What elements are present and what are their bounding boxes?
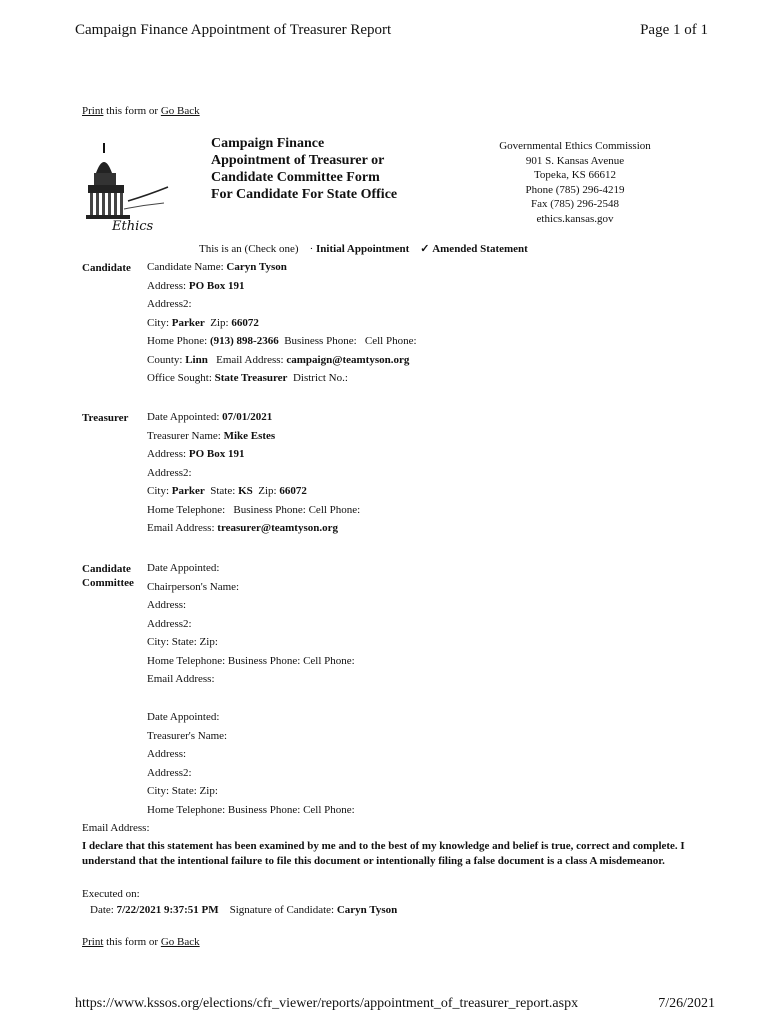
candidate-name-row: Candidate Name: Caryn Tyson (147, 261, 287, 273)
treasurer-section (147, 408, 360, 538)
candidate-address-row: Address: PO Box 191 (147, 279, 245, 292)
committee-treasurer-city-row: City: State: Zip: (147, 785, 218, 797)
page-number: Page 1 of 1 (640, 22, 708, 38)
seal-text: Ethics (112, 219, 154, 233)
committee-phone-row: Home Telephone: Business Phone: Cell Phone: (147, 654, 355, 667)
treasurer-name-row: Treasurer Name: Mike Estes (147, 429, 276, 442)
executed-row: Date: 7/22/2021 9:37:51 PM Signature of Candidate: Caryn Tyson (90, 904, 398, 916)
candidate-section (147, 258, 417, 388)
executed-label: Executed on: (82, 888, 140, 900)
treasurer-section-label: Treasurer (82, 412, 129, 424)
committee-treasurer-section (147, 708, 355, 819)
treasurer-email-row: Email Address: treasurer@teamtyson.org (147, 522, 338, 534)
committee-email-row: Email Address: (147, 673, 215, 685)
committee-section (147, 559, 355, 689)
candidate-office-row: Office Sought: State Treasurer District No.: (147, 372, 348, 384)
committee-address2-row: Address2: (147, 617, 192, 630)
print-link-bottom[interactable]: Print (82, 936, 104, 948)
committee-treasurer-address2-row: Address2: (147, 766, 192, 779)
nav-text: this form or (106, 105, 159, 117)
email-address-label: Email Address: (82, 822, 150, 834)
go-back-link[interactable]: Go Back (160, 105, 200, 117)
committee-treasurer-name-row: Treasurer's Name: (147, 729, 228, 742)
candidate-address2-row: Address2: (147, 298, 192, 310)
committee-treasurer-address-row: Address: (147, 748, 187, 760)
bullet-icon: · (309, 243, 314, 255)
committee-treasurer-phone-row: Home Telephone: Business Phone: Cell Phone: (147, 803, 355, 816)
treasurer-address-row: Address: PO Box 191 (147, 448, 245, 460)
treasurer-address2-row: Address2: (147, 466, 192, 479)
candidate-city-row: City: Parker Zip: 66072 (147, 316, 259, 329)
form-title: Campaign Finance Appointment of Treasurer or Candidate Committee Form For Candidate For State Office (211, 136, 398, 202)
initial-appointment-option: Initial Appointment (316, 243, 410, 255)
bottom-nav (82, 936, 200, 948)
committee-city-row: City: State: Zip: (147, 636, 218, 648)
committee-treasurer-date-row: Date Appointed: (147, 711, 220, 723)
agency-address: Governmental Ethics Commission 901 S. Kansas Avenue Topeka, KS 66612 Phone (785) 296-4219 Fax (785) 296-2548 ethics.kansas.gov (499, 140, 651, 225)
treasurer-city-row: City: Parker State: KS Zip: 66072 (147, 485, 307, 497)
treasurer-date-row: Date Appointed: 07/01/2021 (147, 411, 273, 423)
candidate-section-label: Candidate (82, 262, 131, 274)
footer-url: https://www.kssos.org/elections/cfr_viewer/reports/appointment_of_treasurer_report.aspx (75, 996, 579, 1011)
print-link[interactable]: Print (82, 105, 104, 117)
declaration-text: I declare that this statement has been examined by me and to the best of my knowledge and belief is true, correct and complete. I understand that the intentional failure to file this document or intentionally filing a false document is a class A misdemeanor. (82, 840, 685, 867)
checkmark-icon: ✓ (420, 243, 430, 255)
committee-date-row: Date Appointed: (147, 562, 220, 574)
treasurer-phone-row: Home Telephone: Business Phone: Cell Phone: (147, 503, 361, 516)
candidate-county-row: County: Linn Email Address: campaign@teamtyson.org (147, 353, 410, 366)
amended-statement-option: Amended Statement (432, 243, 528, 255)
top-nav (82, 105, 200, 117)
committee-chair-row: Chairperson's Name: (147, 580, 240, 593)
header-title: Campaign Finance Appointment of Treasurer Report (75, 22, 392, 38)
footer-date: 7/26/2021 (658, 996, 715, 1011)
candidate-phone-row: Home Phone: (913) 898-2366 Business Phone: Cell Phone: (147, 335, 417, 347)
committee-address-row: Address: (147, 599, 187, 611)
commission-seal-icon (84, 143, 172, 233)
statement-type: This is an (Check one) · Initial Appointment ✓ Amended Statement (199, 243, 528, 255)
nav-text-bottom: this form or (106, 936, 159, 948)
go-back-link-bottom[interactable]: Go Back (160, 936, 200, 948)
committee-section-label: Candidate Committee (82, 563, 134, 589)
